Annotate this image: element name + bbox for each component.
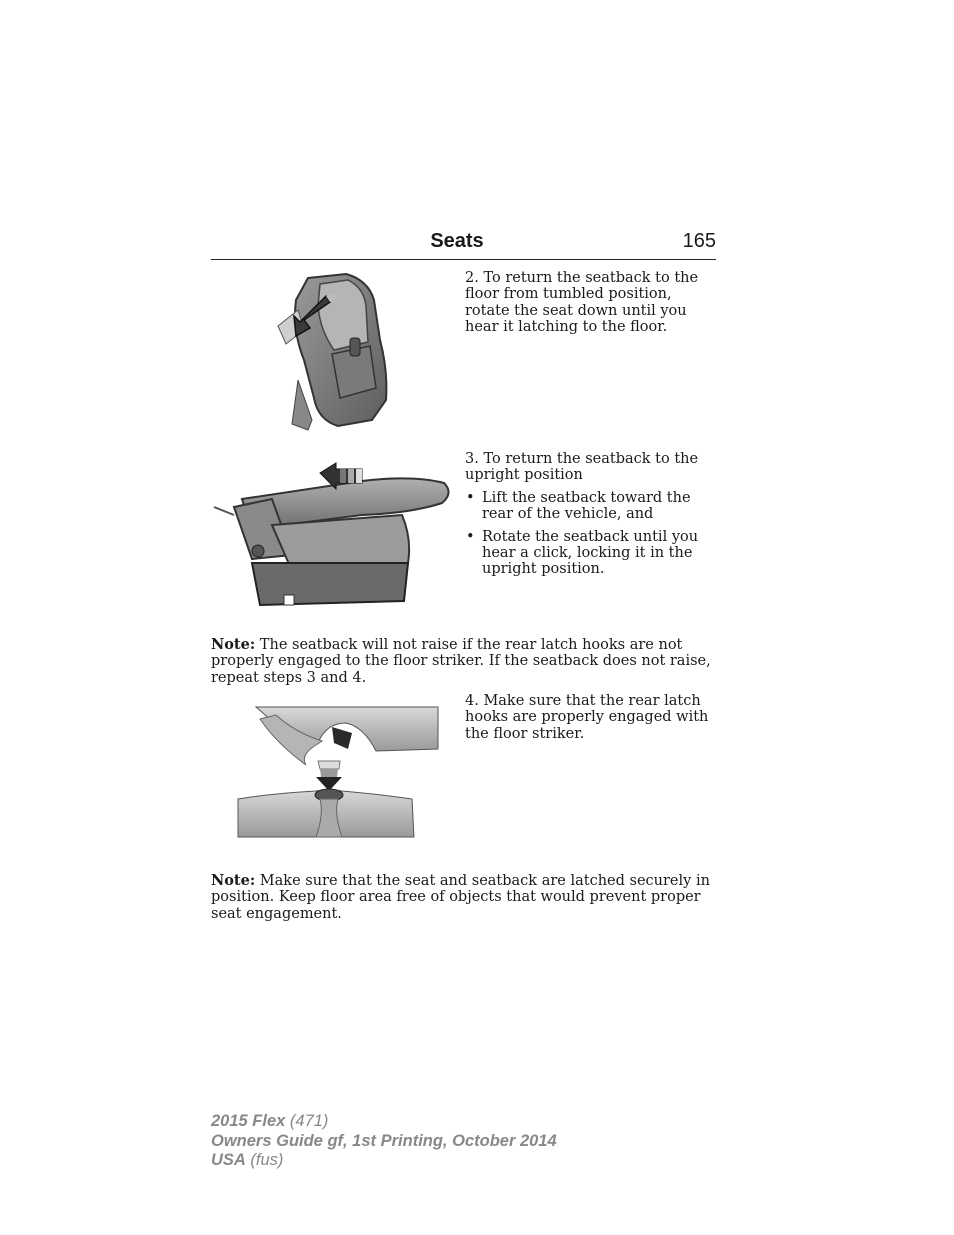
step-3-bullets (465, 490, 717, 578)
note-text: Make sure that the seat and seatback are latched securely in position. Keep floor area free of objects that would prevent proper seat engagement. (211, 873, 710, 922)
footer-line-3 (211, 1151, 557, 1171)
latch-hooks-figure (236, 703, 440, 839)
seatback-upright-figure (212, 459, 452, 609)
footer-model-code: (471) (285, 1112, 329, 1130)
section-title: Seats (430, 230, 484, 252)
note-label: Note: (211, 636, 256, 653)
step-4-text: 4. Make sure that the rear latch hooks are properly engaged with the floor striker. (465, 693, 709, 742)
step-3-block (465, 451, 717, 584)
step-3-intro: 3. To return the seatback to the upright position (465, 451, 699, 484)
footer-model: 2015 Flex (211, 1112, 286, 1130)
step-2-text: 2. To return the seatback to the floor from tumbled position, rotate the seat down until you hear it latching to the floor. (465, 270, 699, 336)
page-number: 165 (682, 230, 716, 252)
tumbled-seat-figure (268, 270, 396, 434)
note-label: Note: (211, 872, 256, 889)
footer-market-code: (fus) (245, 1151, 284, 1169)
page-footer (211, 1112, 557, 1171)
footer-line-2: Owners Guide gf, 1st Printing, October 2014 (211, 1131, 557, 1150)
note-text: The seatback will not raise if the rear latch hooks are not properly engaged to the floor striker. If the seatback does not raise, repeat steps 3 and 4. (211, 637, 711, 686)
page-header (211, 228, 716, 260)
footer-line-1 (211, 1112, 557, 1132)
list-item: • Rotate the seatback until you hear a click, locking it in the upright position. (465, 529, 717, 578)
note-1 (211, 637, 717, 686)
footer-market: USA (211, 1151, 246, 1169)
note-2 (211, 873, 717, 922)
list-item: • Lift the seatback toward the rear of the vehicle, and (465, 490, 717, 523)
